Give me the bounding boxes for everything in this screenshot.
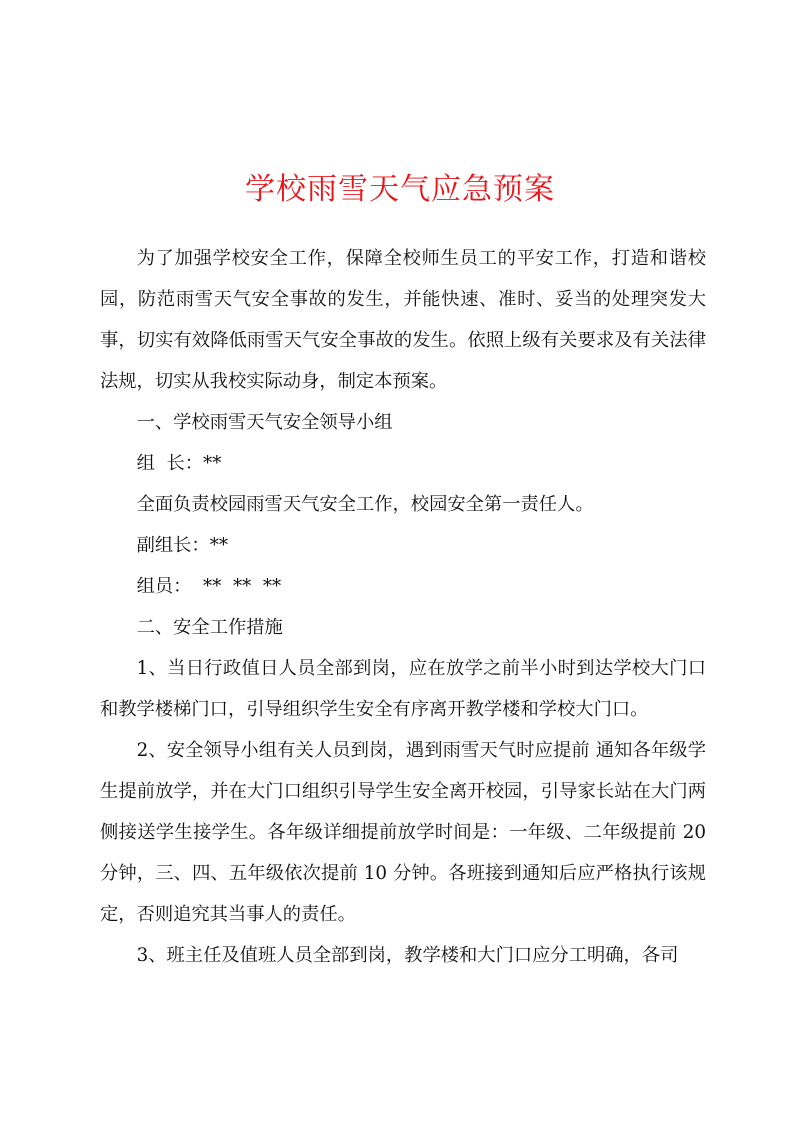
section-heading-leadership: 一、学校雨雪天气安全领导小组 [136,412,393,433]
paragraph-intro: 为了加强学校安全工作，保障全校师生员工的平安工作，打造和谐校园，防范雨雪天气安全事故的发生，并能快速、准时、妥当的处理突发大事，切实有效降低雨雪天气安全事故的发生。依照上级有关要求及有关法律法规，切实从我校实际动身，制定本预案。 [100,248,706,392]
paragraph-measure-2: 2、安全领导小组有关人员到岗，遇到雨雪天气时应提前 通知各年级学生提前放学，并在大门口组织引导学生安全离开校园，引导家长站在大门两侧接送学生接学生。各年级详细提前放学时间是：一年级、二年级提前 20 分钟，三、四、五年级依次提前 10 分钟。各班接到通知后应严格执行该规定，否则追究其当事人的责任。 [100,740,706,925]
paragraph-members: 组员： ** ** ** [136,576,282,597]
section-heading-measures: 二、安全工作措施 [136,617,283,638]
paragraph-deputy: 副组长：** [136,535,228,556]
document-title: 学校雨雪天气应急预案 [245,172,555,207]
paragraph-leader-duty: 全面负责校园雨雪天气安全工作，校园安全第一责任人。 [136,494,594,515]
document-body [100,238,706,976]
paragraph-measure-1: 1、当日行政值日人员全部到岗，应在放学之前半小时到达学校大门口和教学楼梯门口，引导组织学生安全有序离开教学楼和学校大门口。 [100,658,706,720]
paragraph-leader: 组 长：** [136,453,222,474]
paragraph-measure-3: 3、班主任及值班人员全部到岗，教学楼和大门口应分工明确，各司 [136,945,679,966]
